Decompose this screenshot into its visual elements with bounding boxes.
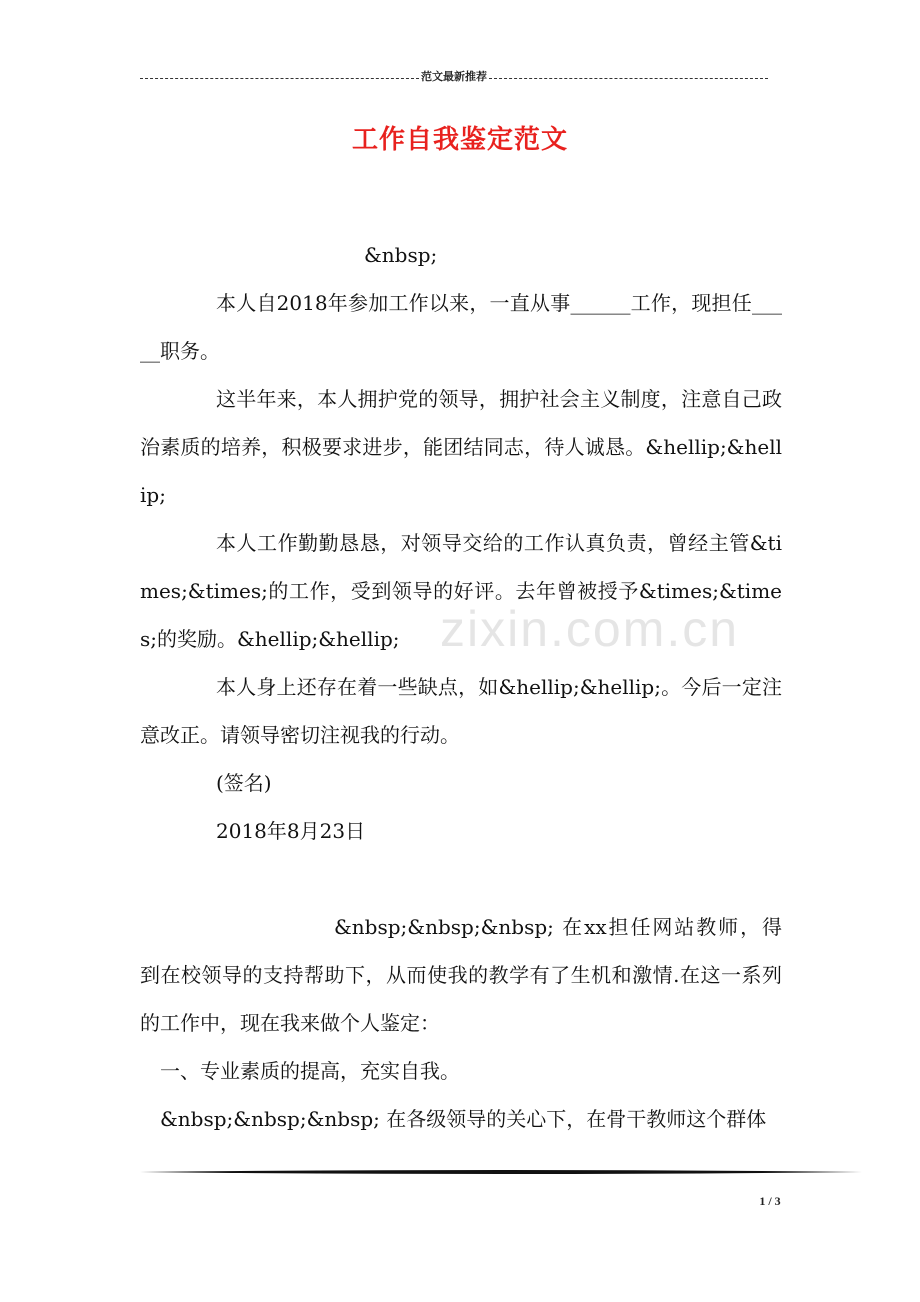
header-banner: [140, 69, 768, 85]
header-dashes-left: [140, 78, 419, 79]
section-heading-1: 一、专业素质的提高，充实自我。: [160, 1059, 460, 1083]
paragraph-intro: 本人自2018年参加工作以来，一直从事______工作，现担任_____职务。: [140, 291, 782, 363]
paragraph-political: 这半年来，本人拥护党的领导，拥护社会主义制度，注意自己政治素质的培养，积极要求进步，能团结同志，待人诚恳。&hellip;&hellip;: [140, 387, 782, 507]
page-number: 1 / 3: [759, 1194, 781, 1208]
header-dashes-right: [489, 78, 768, 79]
document-title: 工作自我鉴定范文: [351, 125, 568, 155]
document-body: [140, 231, 782, 1143]
paragraph-shortcomings: 本人身上还存在着一些缺点，如&hellip;&hellip;。今后一定注意改正。请领导密切注视我的行动。: [140, 675, 782, 747]
paragraph-leaders: &nbsp;&nbsp;&nbsp; 在各级领导的关心下，在骨干教师这个群体: [160, 1107, 767, 1131]
watermark-text: zixin.com.cn: [440, 601, 740, 657]
signature-line: (签名): [216, 771, 272, 795]
paragraph-website-teacher: &nbsp;&nbsp;&nbsp; 在xx担任网站教师，得到在校领导的支持帮助下，从而使我的教学有了生机和激情.在这一系列的工作中，现在我来做个人鉴定：: [140, 915, 782, 1035]
footer-rule: [140, 1168, 862, 1176]
paragraph-work: 本人工作勤勤恳恳，对领导交给的工作认真负责，曾经主管&times;&times;的工作，受到领导的好评。去年曾被授予&times;&times;的奖励。&hellip;&hellip;: [140, 531, 782, 651]
date-line: 2018年8月23日: [216, 819, 366, 843]
header-label: 范文最新推荐: [421, 71, 487, 83]
paragraph-nbsp: &nbsp;: [364, 243, 438, 267]
